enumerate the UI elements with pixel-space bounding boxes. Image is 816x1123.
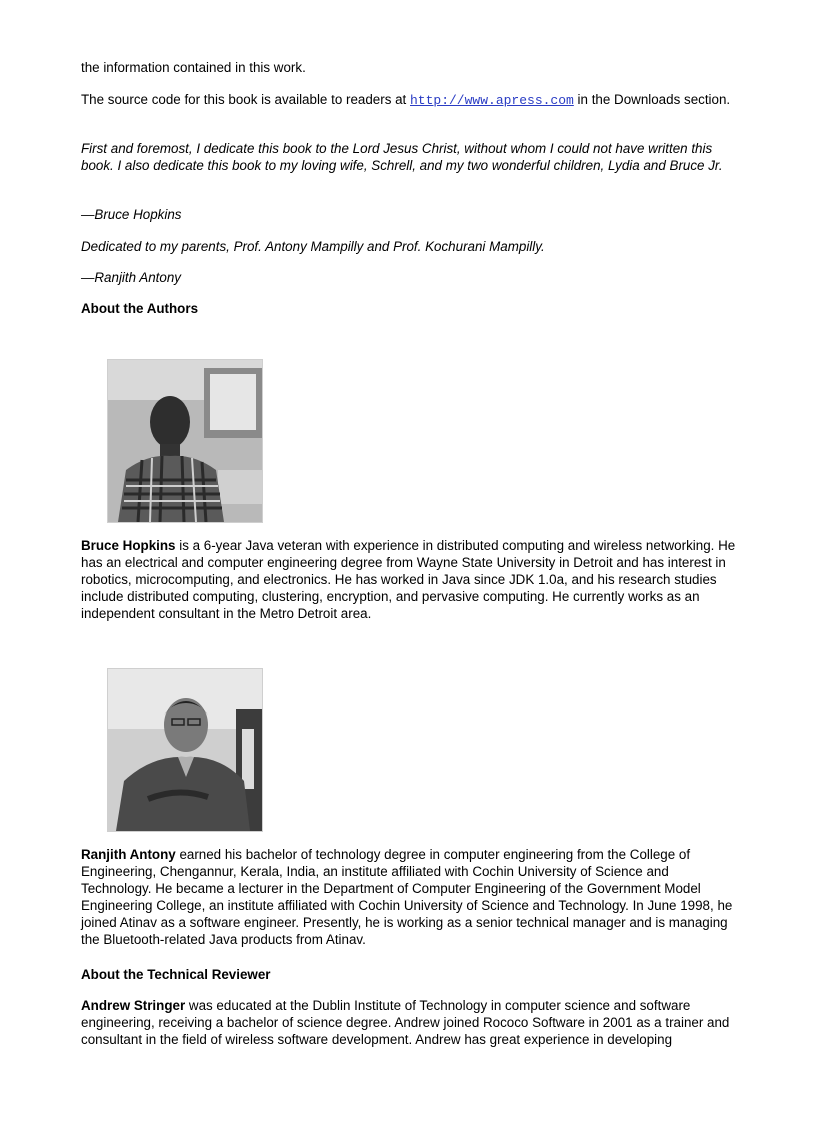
continued-text: the information contained in this work. (81, 60, 306, 75)
signature-bruce: —Bruce Hopkins (81, 207, 182, 222)
author-name-ranjith: Ranjith Antony (81, 847, 176, 862)
signature-ranjith: —Ranjith Antony (81, 270, 181, 285)
reviewer-bio: was educated at the Dublin Institute of Technology in computer science and software engineering, receiving a bachelor of science degree. Andrew joined Rococo Software in 2001 as a trainer and consultant in the field of wireless software development. Andrew has great experience in developing (81, 998, 730, 1047)
ranjith-antony-photo (107, 668, 263, 832)
dedication-ranjith: Dedicated to my parents, Prof. Antony Mampilly and Prof. Kochurani Mampilly. (81, 239, 545, 254)
reviewer-name: Andrew Stringer (81, 998, 186, 1013)
about-reviewer-heading: About the Technical Reviewer (81, 967, 271, 982)
about-authors-heading: About the Authors (81, 301, 199, 316)
author-name-bruce: Bruce Hopkins (81, 538, 176, 553)
dedication-bruce: First and foremost, I dedicate this book to the Lord Jesus Christ, without whom I could not have written this book. I also dedicate this book to my loving wife, Schrell, and my two wonderful children, Lydia and Bruce Jr. (81, 141, 723, 173)
bio-ranjith-antony (81, 846, 741, 948)
bio-andrew-stringer (81, 997, 741, 1048)
apress-link[interactable]: http://www.apress.com (410, 93, 574, 108)
author-bio-bruce: is a 6-year Java veteran with experience in distributed computing and wireless networking. He has an electrical and computer engineering degree from Wayne State University in Detroit and has interest in robotics, microcomputing, and electronics. He has worked in Java since JDK 1.0a, and his research studies include distributed computing, clustering, encryption, and pervasive computing. He currently works as an independent consultant in the Metro Detroit area. (81, 538, 736, 621)
source-code-note (81, 91, 741, 109)
bruce-hopkins-photo (107, 359, 263, 523)
author-bio-ranjith: earned his bachelor of technology degree in computer engineering from the College of Engineering, Chengannur, Kerala, India, an institute affiliated with Cochin University of Science and Technology. He became a lecturer in the Department of Computer Engineering of the Government Model Engineering College, an institute affiliated with Cochin University of Science and Technology. In June 1998, he joined Atinav as a software engineer. Presently, he is working as a senior technical manager and is managing the Bluetooth-related Java products from Atinav. (81, 847, 733, 947)
source-code-text-after: in the Downloads section. (573, 92, 731, 107)
bio-bruce-hopkins (81, 537, 741, 622)
source-code-text-before: The source code for this book is available to readers at (81, 92, 410, 107)
